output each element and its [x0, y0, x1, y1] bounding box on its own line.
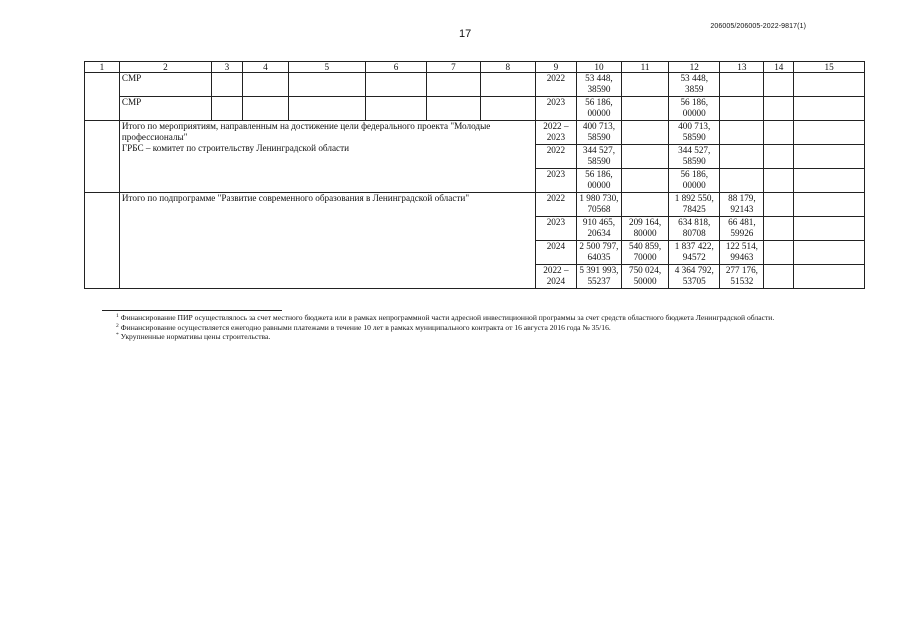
empty-cell: [794, 121, 865, 145]
year-cell: 2022 – 2023: [535, 121, 576, 145]
amount-cell: [720, 145, 764, 169]
amount-cell: 277 176, 51532: [720, 265, 764, 289]
column-number: 7: [427, 62, 480, 73]
amount-cell: 56 186, 00000: [669, 97, 720, 121]
empty-cell: [764, 73, 794, 97]
empty-cell: [764, 241, 794, 265]
amount-cell: [720, 97, 764, 121]
amount-cell: [621, 121, 668, 145]
column-number: 10: [576, 62, 621, 73]
empty-cell: [794, 241, 865, 265]
column-number: 12: [669, 62, 720, 73]
empty-cell: [764, 265, 794, 289]
empty-cell: [242, 97, 288, 121]
footnote-separator: [102, 310, 282, 311]
amount-cell: 5 391 993, 55237: [576, 265, 621, 289]
empty-cell: [427, 73, 480, 97]
empty-cell: [365, 73, 426, 97]
year-cell: 2023: [535, 217, 576, 241]
year-cell: 2022: [535, 145, 576, 169]
grbs-label: ГРБС – комитет по строительству Ленинградской области: [121, 143, 350, 153]
empty-cell: [212, 97, 243, 121]
amount-cell: 540 859, 70000: [621, 241, 668, 265]
column-number: 15: [794, 62, 865, 73]
column-number: 3: [212, 62, 243, 73]
stage-name: СМР: [119, 73, 211, 97]
amount-cell: [621, 169, 668, 193]
table-row: [85, 193, 865, 217]
empty-cell: [764, 169, 794, 193]
document-id: 206005/206005-2022-9817(1): [710, 23, 806, 30]
amount-cell: 2 500 797, 64035: [576, 241, 621, 265]
column-number: 8: [480, 62, 535, 73]
empty-cell: [212, 73, 243, 97]
empty-cell: [764, 97, 794, 121]
project-total-label: [119, 121, 535, 193]
empty-cell: [764, 145, 794, 169]
column-number: 1: [85, 62, 120, 73]
column-number: 14: [764, 62, 794, 73]
amount-cell: 400 713, 58590: [669, 121, 720, 145]
footnote-1: $^1$ Финансирование ПИР осуществлялось за счет местного бюджета или в рамках непрограммной части адресной инвестиционной программы за счет средств областного бюджета Ленинградской области.: [116, 313, 775, 322]
empty-cell: [480, 97, 535, 121]
table-row: [85, 97, 865, 121]
amount-cell: 750 024, 50000: [621, 265, 668, 289]
amount-cell: 400 713, 58590: [576, 121, 621, 145]
empty-cell: [427, 97, 480, 121]
empty-cell: [288, 97, 365, 121]
amount-cell: [621, 97, 668, 121]
empty-cell: [794, 145, 865, 169]
empty-cell: [85, 121, 120, 193]
empty-cell: [288, 73, 365, 97]
footnotes: [88, 310, 868, 342]
column-number: 2: [119, 62, 211, 73]
empty-cell: [794, 217, 865, 241]
amount-cell: 209 164, 80000: [621, 217, 668, 241]
amount-cell: 1 837 422, 94572: [669, 241, 720, 265]
empty-cell: [480, 73, 535, 97]
page-number: 17: [459, 28, 472, 40]
amount-cell: 122 514, 99463: [720, 241, 764, 265]
empty-cell: [794, 169, 865, 193]
year-cell: 2023: [535, 97, 576, 121]
amount-cell: [621, 73, 668, 97]
project-total-title: Итого по мероприятиям, направленным на достижение цели федерального проекта "Молодые профессионалы": [121, 121, 491, 142]
amount-cell: 910 465, 20634: [576, 217, 621, 241]
amount-cell: 634 818, 80708: [669, 217, 720, 241]
table-row: [85, 121, 865, 145]
amount-cell: 56 186, 00000: [576, 169, 621, 193]
column-number: 13: [720, 62, 764, 73]
amount-cell: 53 448, 3859: [669, 73, 720, 97]
empty-cell: [85, 73, 120, 121]
empty-cell: [764, 217, 794, 241]
year-cell: 2022: [535, 73, 576, 97]
amount-cell: 344 527, 58590: [576, 145, 621, 169]
amount-cell: 88 179, 92143: [720, 193, 764, 217]
empty-cell: [764, 193, 794, 217]
column-number: 6: [365, 62, 426, 73]
amount-cell: [720, 121, 764, 145]
footnote-2: $^2$ Финансирование осуществляется ежегодно равными платежами в течение 10 лет в рамках муниципального контракта от 16 августа 2016 года № 35/16.: [116, 322, 611, 332]
empty-cell: [794, 97, 865, 121]
amount-cell: 1 980 730, 70568: [576, 193, 621, 217]
column-number: 11: [621, 62, 668, 73]
amount-cell: 53 448, 38590: [576, 73, 621, 97]
year-cell: 2022: [535, 193, 576, 217]
amount-cell: 56 186, 00000: [669, 169, 720, 193]
amount-cell: [720, 169, 764, 193]
amount-cell: 56 186, 00000: [576, 97, 621, 121]
empty-cell: [365, 97, 426, 121]
stage-name: СМР: [119, 97, 211, 121]
amount-cell: 344 527, 58590: [669, 145, 720, 169]
subprogram-total-label: Итого по подпрограмме "Развитие современного образования в Ленинградской области": [119, 193, 535, 289]
column-number: 5: [288, 62, 365, 73]
column-number: 9: [535, 62, 576, 73]
year-cell: 2022 – 2024: [535, 265, 576, 289]
empty-cell: [794, 73, 865, 97]
amount-cell: 1 892 550, 78425: [669, 193, 720, 217]
amount-cell: 66 481, 59926: [720, 217, 764, 241]
amount-cell: 4 364 792, 53705: [669, 265, 720, 289]
column-number: 4: [242, 62, 288, 73]
amount-cell: [621, 145, 668, 169]
empty-cell: [764, 121, 794, 145]
empty-cell: [242, 73, 288, 97]
empty-cell: [794, 265, 865, 289]
year-cell: 2024: [535, 241, 576, 265]
amount-cell: [621, 193, 668, 217]
column-number-row: [85, 62, 865, 73]
empty-cell: [794, 193, 865, 217]
financing-table: [84, 61, 865, 289]
table-row: [85, 73, 865, 97]
footnote-3: * Укрупненные нормативы цены строительства.: [116, 332, 271, 341]
year-cell: 2023: [535, 169, 576, 193]
amount-cell: [720, 73, 764, 97]
empty-cell: [85, 193, 120, 289]
